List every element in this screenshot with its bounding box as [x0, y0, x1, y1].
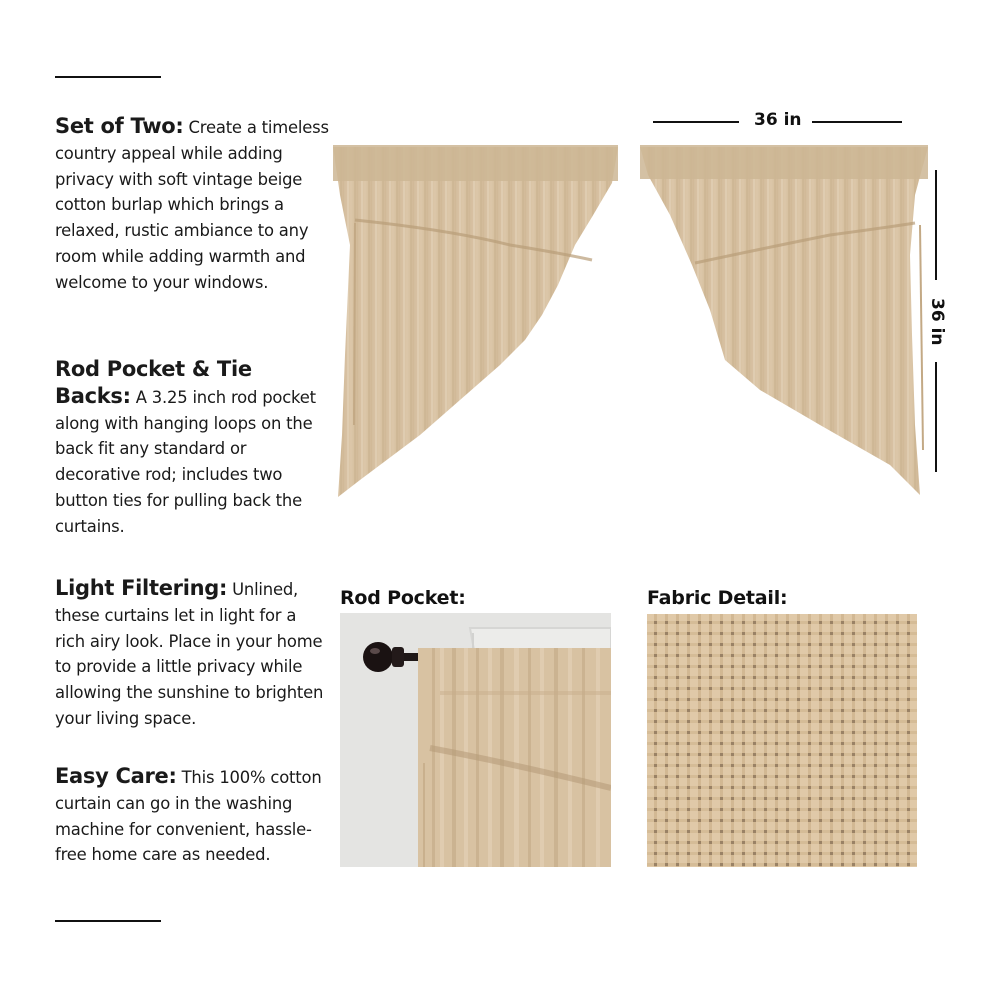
- fabric-detail-label: Fabric Detail:: [647, 587, 788, 609]
- rod-pocket-label: Rod Pocket:: [340, 587, 466, 609]
- feature-title: Rod Pocket & Tie Backs:: [55, 357, 252, 408]
- feature-title: Easy Care:: [55, 764, 177, 788]
- width-dimension-line-right: [812, 121, 902, 123]
- feature-body: Unlined, these curtains let in light for a rich airy look. Place in your home to provide a little privacy while allowing the sunshine to brighten your living space.: [55, 580, 324, 728]
- width-dimension-label: 36 in: [754, 110, 802, 130]
- fabric-detail-photo: [647, 614, 917, 867]
- rod-finial: [363, 642, 393, 672]
- top-divider: [55, 76, 161, 78]
- feature-light-filtering: [55, 576, 330, 732]
- feature-rod-pocket: [55, 357, 330, 540]
- right-curtain-panel: [640, 145, 928, 495]
- bottom-divider: [55, 920, 161, 922]
- prairie-swag-curtains-image: [330, 135, 970, 505]
- feature-body: This 100% cotton curtain can go in the washing machine for convenient, hassle-free home care as needed.: [55, 768, 322, 865]
- rod-pocket-photo: [340, 613, 611, 867]
- height-dimension-label: 36 in: [927, 298, 947, 346]
- feature-body: Create a timeless country appeal while adding privacy with soft vintage beige cotton burlap which brings a relaxed, rustic ambiance to any room while adding warmth and welcome to your windows.: [55, 118, 329, 292]
- left-curtain-panel: [333, 145, 618, 497]
- feature-set-of-two: [55, 114, 330, 296]
- feature-easy-care: [55, 764, 330, 868]
- feature-title: Light Filtering:: [55, 576, 228, 600]
- feature-body: A 3.25 inch rod pocket along with hanging loops on the back fit any standard or decorative rod; includes two button ties for pulling back the curtains.: [55, 387, 316, 536]
- feature-title: Set of Two:: [55, 114, 184, 138]
- width-dimension-line-left: [653, 121, 739, 123]
